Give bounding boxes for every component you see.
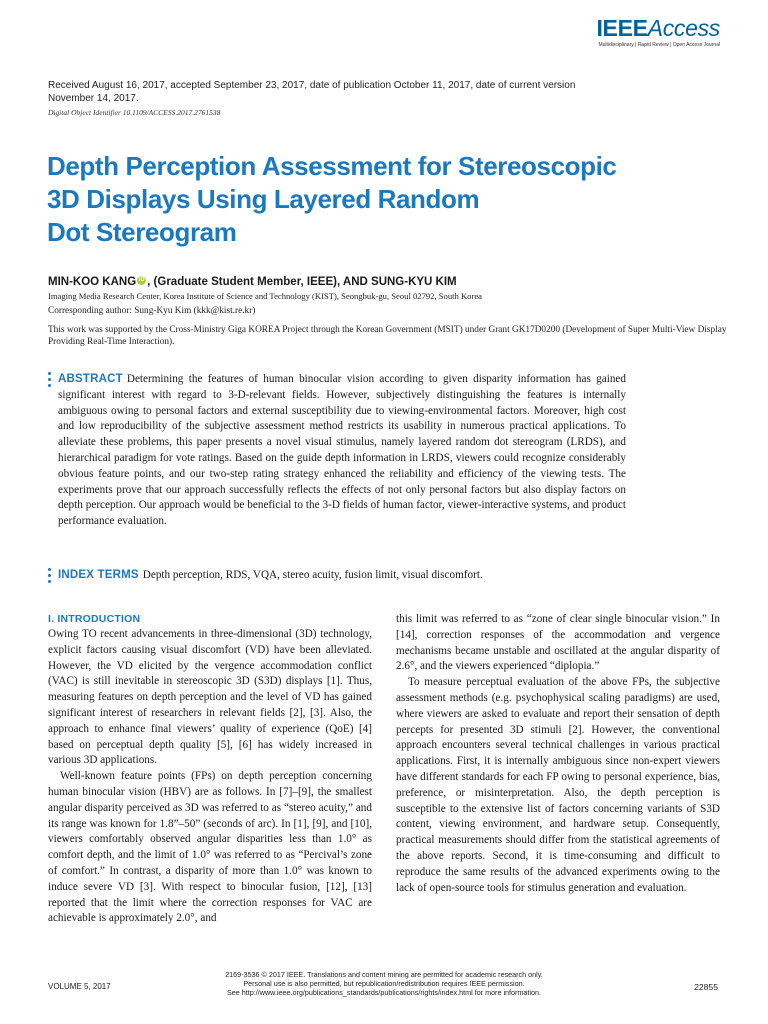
author-list	[48, 276, 728, 288]
doi: Digital Object Identifier 10.1109/ACCESS.2017.2761538	[48, 108, 221, 117]
page-number: 22855	[694, 982, 718, 992]
journal-logo	[596, 16, 720, 48]
paper-title	[47, 150, 687, 249]
body-column-left	[48, 612, 372, 927]
funding-note: This work was supported by the Cross-Ministry Giga KOREA Project through the Korean Government (MSIT) under Grant GK17D0200 (Development of Super Multi-View Display Providing Real-Time Interaction).	[48, 325, 727, 347]
footer-license	[184, 970, 584, 998]
title-line: Depth Perception Assessment for Stereoscopic	[47, 151, 617, 181]
index-terms	[58, 568, 658, 583]
license-line: Personal use is also permitted, but republication/redistribution requires IEEE permission.	[243, 979, 525, 989]
body-column-right	[396, 612, 720, 896]
index-terms-dots-icon	[48, 568, 51, 586]
abstract	[58, 372, 626, 530]
body-paragraph: this limit was referred to as “zone of clear single binocular vision.” In [14], correction responses of the accommodation and vergence mechanisms became unstable and oscillated at the angular disparity of 2.6°, and the viewers experienced “diplopia.”	[396, 613, 720, 673]
orcid-icon[interactable]: iD	[138, 277, 145, 283]
index-terms-text: Depth perception, RDS, VQA, stereo acuity, fusion limit, visual discomfort.	[142, 569, 483, 581]
author-rest: , (Graduate Student Member, IEEE), AND SUNG-KYU KIM	[147, 276, 457, 288]
body-paragraph: Well-known feature points (FPs) on depth perception concerning human binocular vision (HBV) are as follows. In [7]–[9], the smallest angular disparity perceived as 3D was referred to as “stereo acuity,” and its range was known for 1.8”–50” (seconds of arc). In [1], [9], and [10], viewers comfortably observed angular disparities less than 1.0° as comfort depth, and the limit of 1.0° was referred to as “Percival’s zone of comfort.” In contrast, a disparity of more than 1.0° was known to induce severe VD [3]. With respect to binocular fusion, [12], [13] reported that the limit where the correction responses for VAC are achievable is approximately 2.0°, and	[48, 770, 372, 925]
corresponding-author: Corresponding author: Sung-Kyu Kim (kkk@kist.re.kr)	[48, 306, 256, 316]
index-terms-label: INDEX TERMS	[58, 569, 139, 581]
body-paragraph: Owing TO recent advancements in three-dimensional (3D) technology, explicit factors causing visual discomfort (VD) have been alleviated. However, the VD elicited by the vergence accommodation conflict (VAC) is still inevitable in stereoscopic 3D (S3D) displays [1]. Thus, measuring features on depth perception and the level of VD has gained significant interest of researchers in relevant fields [2], [3]. Also, the approach to enhance final viewers’ quality of experience (QoE) [4] based on perceptual depth quality [5], [6] has widely increased in various 3D applications.	[48, 628, 372, 767]
author-first: MIN-KOO KANG	[48, 276, 137, 288]
license-line: 2169-3536 © 2017 IEEE. Translations and content mining are permitted for academic research only.	[225, 970, 543, 979]
journal-tagline: Multidisciplinary | Rapid Review | Open Access Journal	[598, 42, 720, 48]
abstract-dots-icon	[48, 372, 51, 390]
title-line: Dot Stereogram	[47, 217, 237, 247]
received-dates: Received August 16, 2017, accepted September 23, 2017, date of publication October 11, 2017, date of current version November 14, 2017.	[48, 80, 576, 104]
brand-italic: Access	[647, 15, 720, 41]
section-heading: I. INTRODUCTION	[48, 613, 141, 625]
license-line[interactable]: See http://www.ieee.org/publications_standards/publications/rights/index.html for more information.	[226, 988, 542, 998]
body-paragraph: To measure perceptual evaluation of the above FPs, the subjective assessment methods (e.g. psychophysical scaling paradigms) are used, where viewers are asked to evaluate and report their sensation of depth percepts for presented 3D stimuli [2]. However, the conventional approach encounters several technical challenges in various practical applications. First, it is internally ambiguous since non-expert viewers have different standards for each FP owing to personal experience, bias, preference, or misinterpretation. Also, the depth perception is susceptible to the extensive list of factors concerning variants of S3D content, viewing environment, and hardware setup. Consequently, practical measurements should differ from the statistical agreements of the above reports. Second, it is time-consuming and difficult to reproduce the same results of the advanced experiments owing to the lack of open-source tools for stimulus generation and evaluation.	[396, 676, 720, 894]
affiliation: Imaging Media Research Center, Korea Institute of Science and Technology (KIST), Seongbuk-gu, Seoul 02792, South Korea	[48, 291, 482, 301]
abstract-text: Determining the features of human binocular vision according to given disparity information has gained significant interest with regard to 3-D-relevant fields. However, subjectively distinguishing the features is internally ambiguous owing to personal factors and external susceptibility due to viewing-environmental factors. Moreover, high cost and low reproducibility of the subjective assessment method restricts its usability in numerous practical applications. To alleviate these problems, this paper presents a novel visual stimulus, namely layered random dot stereogram (LRDS), and hierarchical paradigm for vote ratings. Based on the guide depth information in LRDS, viewers could recognize considerably obvious feature points, and our two-step rating strategy enhanced the reliability and efficiency of the viewing tests. The experiments prove that our approach successfully reflects the effects of not only personal factors but also display factors on depth perception. Our approach would be beneficial to the 3-D fields of human factor, viewer-interactive systems, and product performance evaluation.	[58, 373, 626, 528]
brand-bold: IEEE	[596, 15, 648, 41]
footer-volume: VOLUME 5, 2017	[48, 982, 111, 991]
title-line: 3D Displays Using Layered Random	[47, 184, 480, 214]
abstract-label: ABSTRACT	[58, 373, 123, 385]
journal-brand	[596, 16, 720, 40]
